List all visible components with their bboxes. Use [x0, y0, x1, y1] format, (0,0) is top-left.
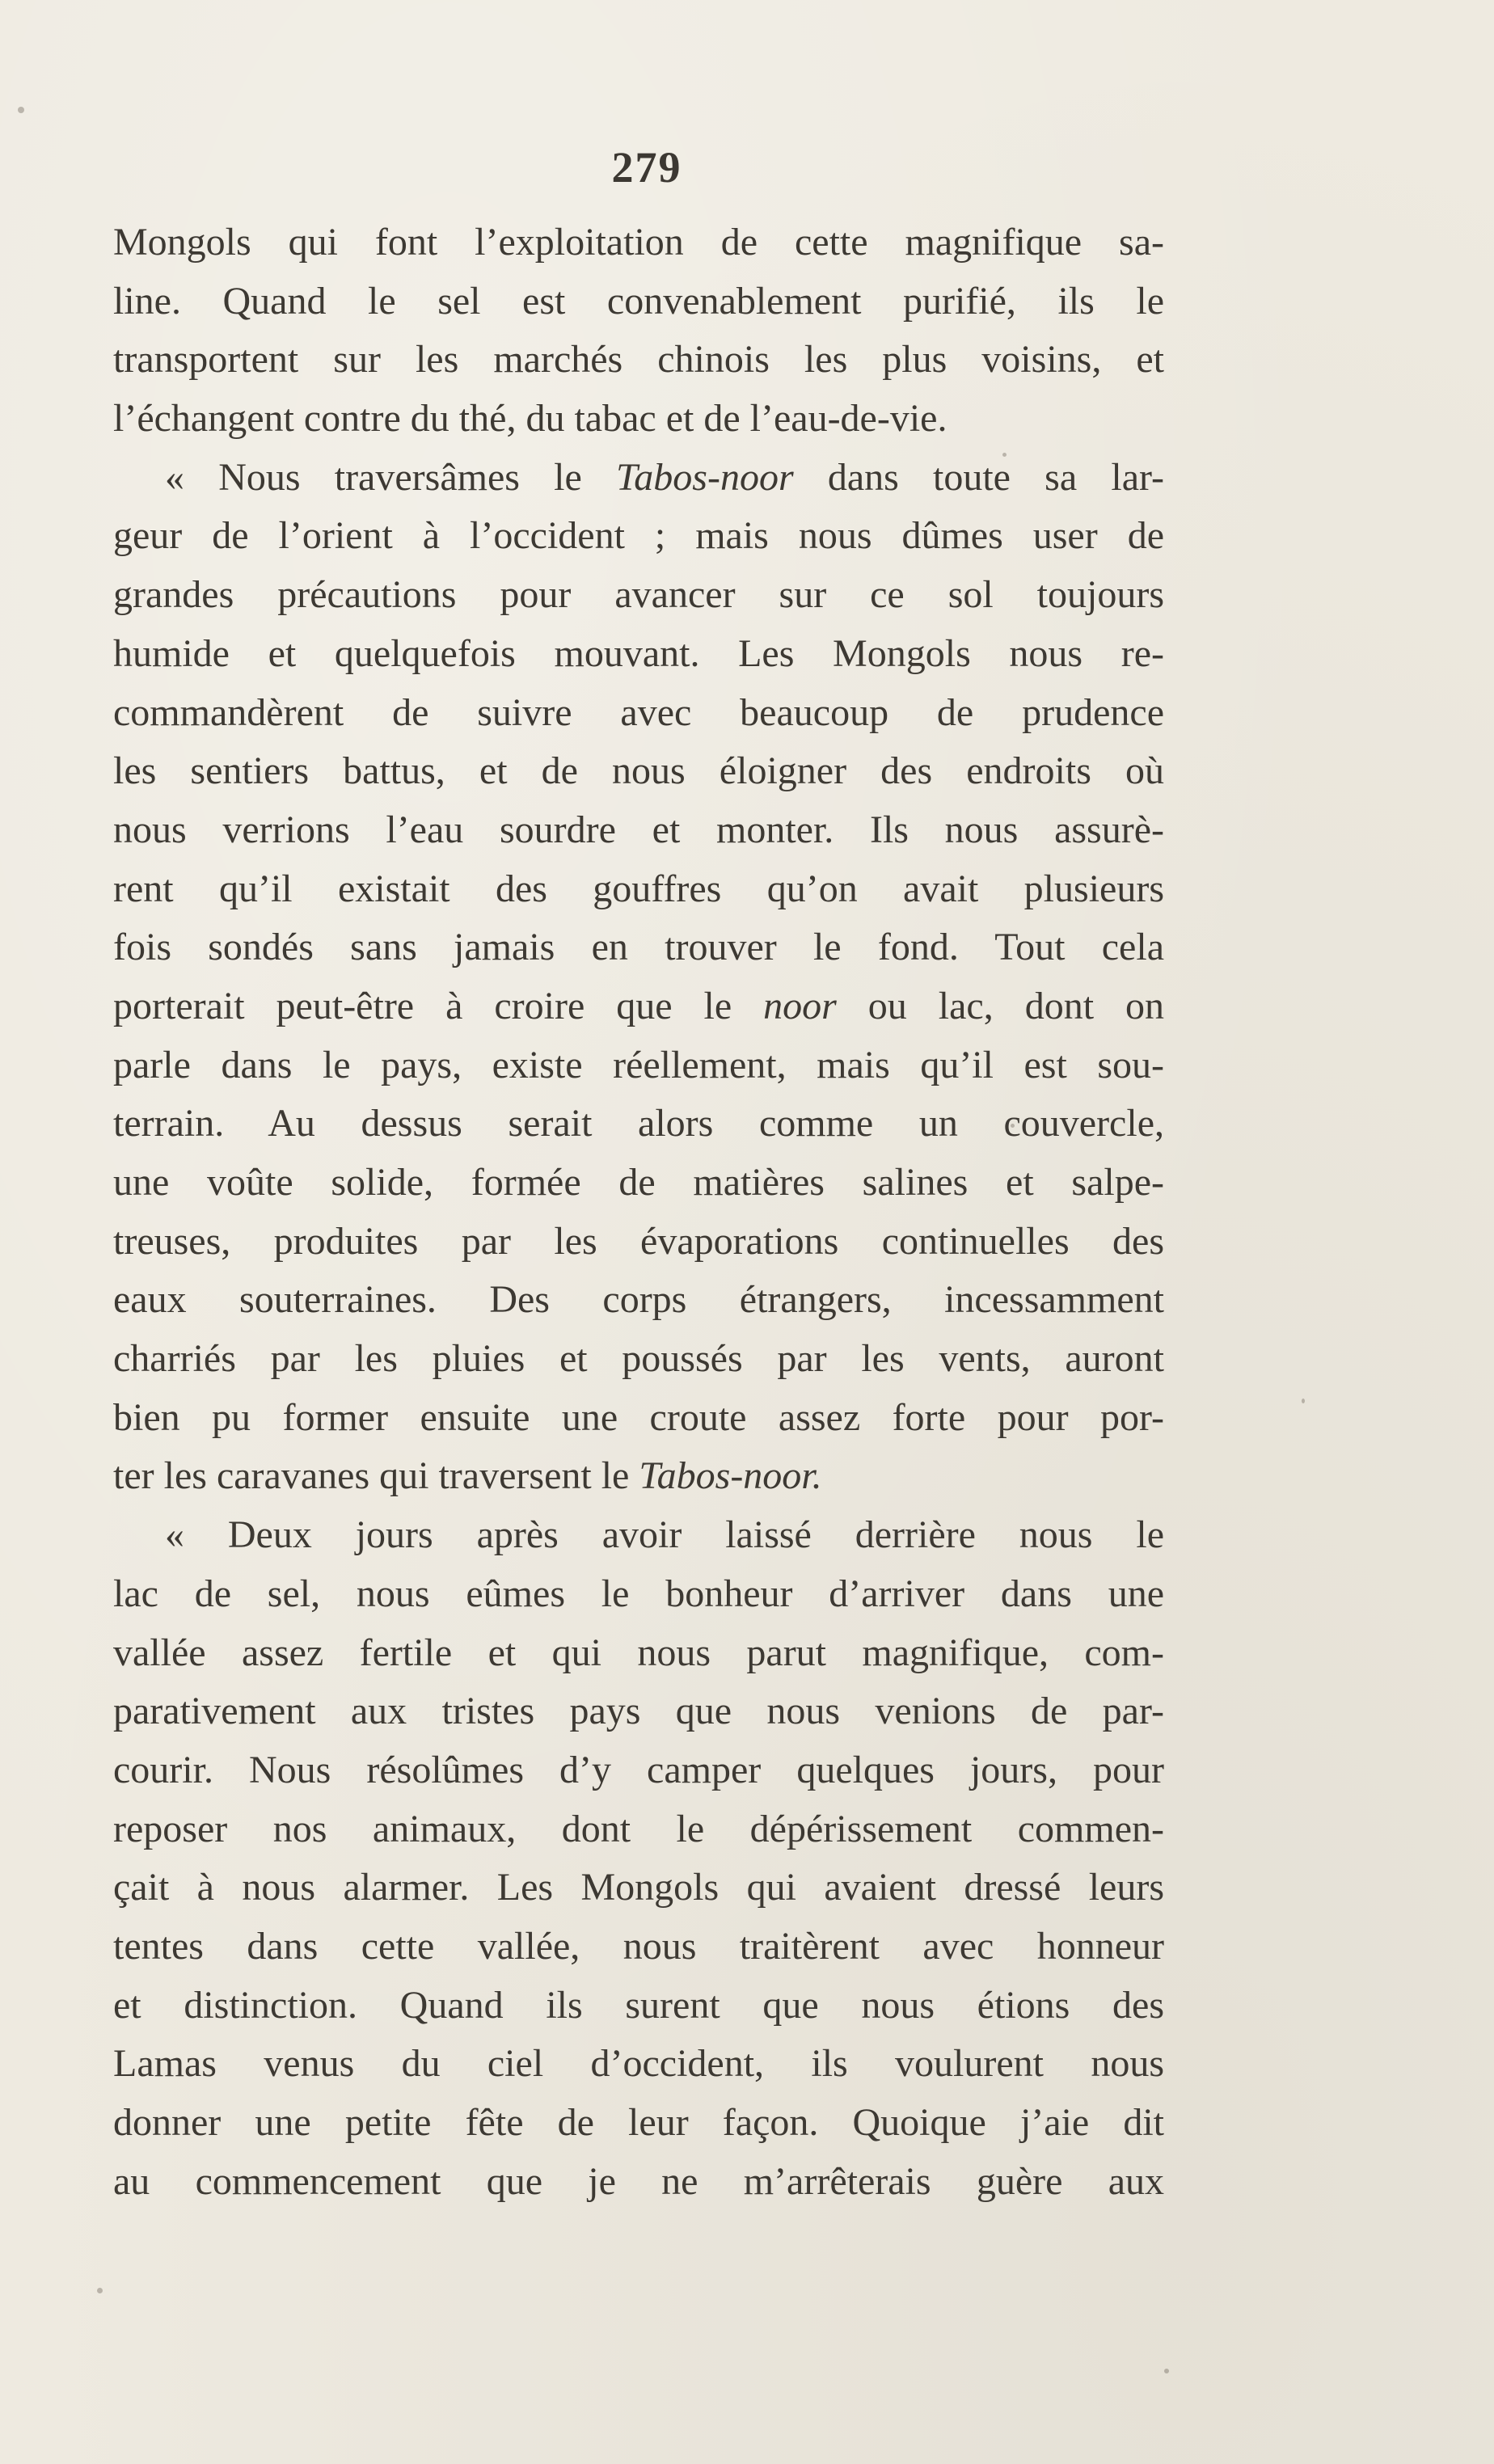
text-line	[113, 1682, 1164, 1741]
text-segment: « Nous traversâmes le	[165, 455, 616, 499]
body-text	[113, 213, 1164, 2211]
text-segment: porterait peut-être à croire que le	[113, 984, 764, 1027]
text-segment: grandes précautions pour avancer sur ce sol toujours	[113, 573, 1164, 617]
text-line	[113, 331, 1164, 390]
text-line	[113, 1154, 1164, 1213]
text-line	[113, 1859, 1164, 1918]
text-segment: fois sondés sans jamais en trouver le fond. Tout cela	[113, 926, 1164, 969]
text-segment: transportent sur les marchés chinois les plus voisins, et	[113, 338, 1164, 382]
text-segment: Lamas venus du ciel d’occident, ils voulurent nous	[113, 2042, 1164, 2086]
text-line	[113, 801, 1164, 860]
text-segment: eaux souterraines. Des corps étrangers, incessamment	[113, 1278, 1164, 1322]
text-segment: charriés par les pluies et poussés par les vents, auront	[113, 1337, 1164, 1381]
text-segment: les sentiers battus, et de nous éloigner des endroits où	[113, 749, 1164, 793]
text-line	[113, 1741, 1164, 1800]
text-segment: line. Quand le sel est convenablement purifié, ils le	[113, 279, 1164, 323]
text-line	[113, 213, 1164, 272]
text-line	[113, 742, 1164, 801]
text-segment: dans toute sa lar-	[793, 455, 1164, 499]
text-line	[113, 860, 1164, 919]
paper-speck	[18, 107, 24, 113]
page-number: 279	[611, 143, 682, 192]
text-line	[113, 625, 1164, 684]
text-segment: donner une petite fête de leur façon. Quoique j’aie dit	[113, 2101, 1164, 2144]
text-segment: rent qu’il existait des gouffres qu’on avait plusieurs	[113, 867, 1164, 910]
text-segment: « Deux jours après avoir laissé derrière nous le	[165, 1513, 1164, 1557]
text-line	[113, 684, 1164, 743]
text-line	[113, 272, 1164, 331]
text-line	[113, 1506, 1164, 1565]
text-segment: geur de l’orient à l’occident ; mais nous dûmes user de	[113, 514, 1164, 558]
text-line	[113, 390, 1164, 449]
text-line	[113, 1447, 1164, 1506]
text-segment: bien pu former ensuite une croute assez forte pour por-	[113, 1395, 1164, 1439]
text-line	[113, 1800, 1164, 1859]
text-line	[113, 2035, 1164, 2094]
italic-term: noor	[763, 984, 837, 1027]
text-line	[113, 507, 1164, 566]
text-segment: tentes dans cette vallée, nous traitèrent avec honneur	[113, 1924, 1164, 1968]
text-segment: au commencement que je ne m’arrêterais guère aux	[113, 2159, 1164, 2203]
text-line	[113, 1977, 1164, 2036]
text-segment: ou lac, dont on	[836, 984, 1164, 1027]
text-segment: vallée assez fertile et qui nous parut magnifique, com-	[113, 1631, 1164, 1674]
text-segment: parle dans le pays, existe réellement, mais qu’il est sou-	[113, 1043, 1164, 1086]
text-segment: ter les caravanes qui traversent le	[113, 1454, 639, 1498]
text-line	[113, 977, 1164, 1036]
text-segment: nous verrions l’eau sourdre et monter. Ils nous assurè-	[113, 808, 1164, 851]
text-line	[113, 1213, 1164, 1272]
text-segment: reposer nos animaux, dont le dépérissement commen-	[113, 1807, 1164, 1850]
paper-speck	[1302, 1399, 1305, 1403]
paper-speck	[1002, 453, 1007, 457]
text-segment: lac de sel, nous eûmes le bonheur d’arriver dans une	[113, 1572, 1164, 1615]
text-segment: çait à nous alarmer. Les Mongols qui avaient dressé leurs	[113, 1866, 1164, 1909]
text-line	[113, 1565, 1164, 1624]
text-line	[113, 1095, 1164, 1154]
text-line	[113, 566, 1164, 625]
text-line	[113, 1330, 1164, 1389]
text-line	[113, 1389, 1164, 1448]
paper-speck	[97, 2288, 103, 2293]
text-line	[113, 1624, 1164, 1683]
paper-speck	[1164, 2369, 1169, 2373]
text-segment: terrain. Au dessus serait alors comme un couvercle,	[113, 1102, 1164, 1146]
text-line	[113, 449, 1164, 508]
text-segment: et distinction. Quand ils surent que nous étions des	[113, 1983, 1164, 2027]
text-segment: humide et quelquefois mouvant. Les Mongols nous re-	[113, 631, 1164, 675]
text-line	[113, 2094, 1164, 2153]
paper-speck	[1011, 1124, 1015, 1128]
text-line	[113, 1918, 1164, 1977]
text-line	[113, 1036, 1164, 1095]
text-line	[113, 2153, 1164, 2212]
text-line	[113, 918, 1164, 977]
text-segment: Mongols qui font l’exploitation de cette magnifique sa-	[113, 221, 1164, 264]
text-segment: parativement aux tristes pays que nous venions de par-	[113, 1690, 1164, 1733]
text-segment: courir. Nous résolûmes d’y camper quelques jours, pour	[113, 1748, 1164, 1791]
text-line	[113, 1271, 1164, 1330]
text-segment: l’échangent contre du thé, du tabac et de l’eau-de-vie.	[113, 397, 947, 441]
text-segment: treuses, produites par les évaporations continuelles des	[113, 1219, 1164, 1263]
text-segment: commandèrent de suivre avec beaucoup de prudence	[113, 690, 1164, 734]
italic-term: Tabos-noor.	[639, 1454, 822, 1498]
text-segment: une voûte solide, formée de matières salines et salpe-	[113, 1161, 1164, 1204]
italic-term: Tabos-noor	[615, 455, 794, 499]
